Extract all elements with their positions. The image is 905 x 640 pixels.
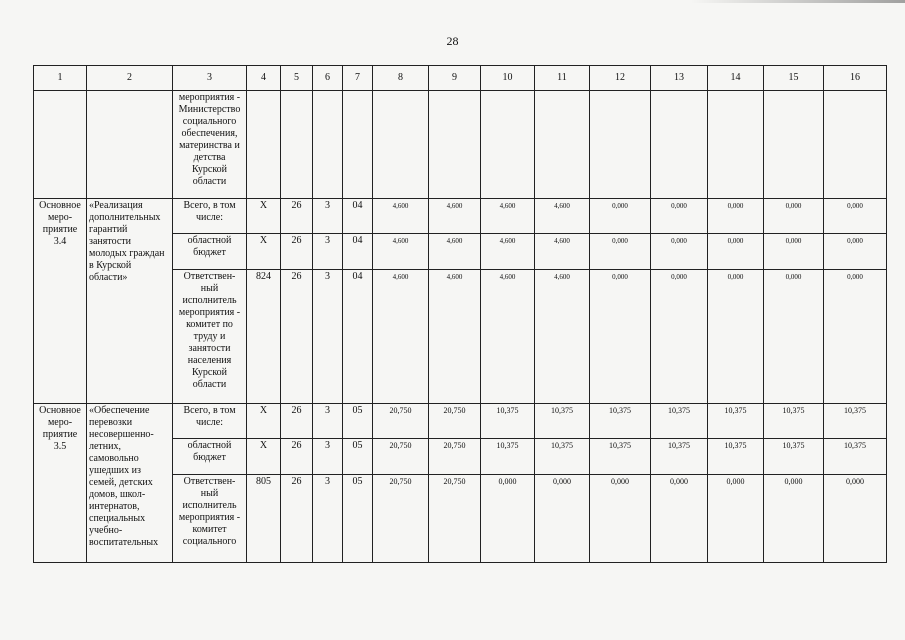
code-cell: 805 [247,475,281,563]
value-cell: 0,000 [651,199,708,234]
row-label: Ответствен-ный исполнитель мероприятия - комитет социального [173,475,247,563]
value-cell: 10,375 [535,404,590,439]
table-row [34,199,887,234]
row-label: Всего, в том числе: [173,199,247,234]
code-cell: 26 [281,439,313,475]
value-cell: 4,600 [373,199,429,234]
measure-name: Основное меро-приятие 3.4 [34,199,87,404]
value-cell: 20,750 [429,475,481,563]
value-cell: 0,000 [708,475,764,563]
table-row [34,91,887,199]
code-cell: 3 [313,439,343,475]
value-cell: 10,375 [824,439,887,475]
value-cell: 0,000 [708,270,764,404]
value-cell: 0,000 [590,270,651,404]
value-cell: 0,000 [651,270,708,404]
col-header: 4 [247,66,281,91]
measure-description: «Обеспечение перевозки несовершенно-летних, самовольно ушедших из семей, детских домов, школ-интернатов, специальных учебно-воспитательных [87,404,173,563]
value-cell: 20,750 [373,439,429,475]
col-header: 8 [373,66,429,91]
measure-name: Основное меро-приятие 3.5 [34,404,87,563]
col-header: 5 [281,66,313,91]
value-cell: 10,375 [590,439,651,475]
code-cell: 26 [281,475,313,563]
value-cell: 0,000 [651,475,708,563]
value-cell: 10,375 [481,404,535,439]
value-cell: 0,000 [651,234,708,270]
col-header: 12 [590,66,651,91]
code-cell: 05 [343,439,373,475]
value-cell: 0,000 [481,475,535,563]
value-cell: 20,750 [429,404,481,439]
value-cell: 20,750 [429,439,481,475]
col-header: 2 [87,66,173,91]
column-number-row [34,66,887,91]
code-cell: 26 [281,270,313,404]
value-cell: 4,600 [429,270,481,404]
value-cell: 4,600 [535,234,590,270]
col-header: 14 [708,66,764,91]
col-header: 3 [173,66,247,91]
value-cell: 10,375 [708,404,764,439]
value-cell: 4,600 [481,270,535,404]
row-label: Всего, в том числе: [173,404,247,439]
code-cell: Х [247,199,281,234]
code-cell: 3 [313,199,343,234]
code-cell: 824 [247,270,281,404]
value-cell: 0,000 [824,270,887,404]
value-cell: 4,600 [373,234,429,270]
code-cell: 05 [343,475,373,563]
value-cell: 0,000 [708,199,764,234]
value-cell: 0,000 [764,199,824,234]
value-cell: 10,375 [764,439,824,475]
value-cell: 4,600 [429,234,481,270]
code-cell: 26 [281,199,313,234]
col-header: 10 [481,66,535,91]
value-cell: 0,000 [764,270,824,404]
value-cell: 10,375 [764,404,824,439]
code-cell: 05 [343,404,373,439]
code-cell: 3 [313,475,343,563]
code-cell: 04 [343,234,373,270]
row-label: областной бюджет [173,234,247,270]
code-cell: Х [247,404,281,439]
value-cell: 20,750 [373,475,429,563]
value-cell: 0,000 [590,475,651,563]
code-cell: 3 [313,404,343,439]
code-cell: 3 [313,234,343,270]
row-label: областной бюджет [173,439,247,475]
measure-description: «Реализация дополнительных гарантий занятости молодых граждан в Курской области» [87,199,173,404]
code-cell: 04 [343,270,373,404]
col-header: 6 [313,66,343,91]
code-cell: 26 [281,234,313,270]
value-cell: 10,375 [535,439,590,475]
value-cell: 0,000 [590,199,651,234]
code-cell: Х [247,234,281,270]
col-header: 11 [535,66,590,91]
value-cell: 0,000 [824,199,887,234]
value-cell: 0,000 [824,234,887,270]
value-cell: 4,600 [535,270,590,404]
value-cell: 10,375 [824,404,887,439]
value-cell: 4,600 [535,199,590,234]
page-number: 28 [446,34,459,48]
value-cell: 10,375 [651,439,708,475]
value-cell: 20,750 [373,404,429,439]
col-header: 1 [34,66,87,91]
col-header: 7 [343,66,373,91]
value-cell: 4,600 [481,199,535,234]
table-row [34,404,887,439]
code-cell: Х [247,439,281,475]
value-cell: 10,375 [590,404,651,439]
value-cell: 0,000 [824,475,887,563]
value-cell: 0,000 [535,475,590,563]
value-cell: 0,000 [708,234,764,270]
col-header: 13 [651,66,708,91]
value-cell: 10,375 [708,439,764,475]
col-header: 15 [764,66,824,91]
scan-edge-artifact [690,0,905,3]
code-cell: 3 [313,270,343,404]
row-label: Ответствен-ный исполнитель мероприятия - комитет по труду и занятости населения Курской области [173,270,247,404]
code-cell: 04 [343,199,373,234]
col-header: 9 [429,66,481,91]
value-cell: 10,375 [481,439,535,475]
value-cell: 0,000 [590,234,651,270]
value-cell: 4,600 [481,234,535,270]
code-cell: 26 [281,404,313,439]
value-cell: 0,000 [764,234,824,270]
executor-cell: мероприятия - Министерство социального обеспечения, материнства и детства Курской области [173,91,247,199]
value-cell: 4,600 [373,270,429,404]
value-cell: 4,600 [429,199,481,234]
col-header: 16 [824,66,887,91]
value-cell: 0,000 [764,475,824,563]
program-table [33,65,887,563]
value-cell: 10,375 [651,404,708,439]
